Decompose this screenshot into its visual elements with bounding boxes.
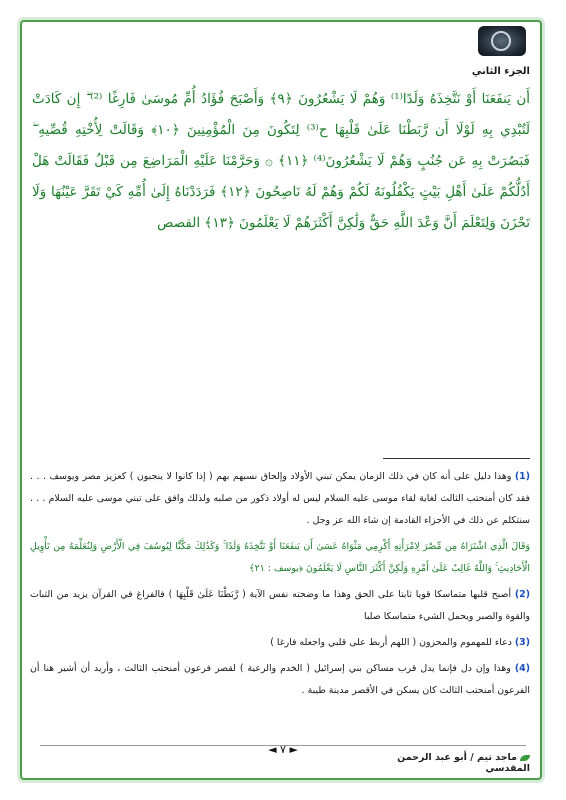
verse-text: أَن يَنفَعَنَا أَوْ نَتَّخِذَهُ وَلَدًا⁽¹⁾ وَهُمْ لَا يَشْعُرُونَ ﴿٩﴾ وَأَصْبَحَ فُؤَادُ أُمِّ مُوسَىٰ فَارِغًا ⁽²⁾ ۖ إِن كَادَتْ لَتُبْدِي بِهِ لَوْلَا أَن رَّبَطْنَا عَلَىٰ قَلْبِهَا ح⁽³⁾ لِتَكُونَ مِنَ الْمُؤْمِنِينَ ﴿١٠﴾ وَقَالَتْ لِأُخْتِهِ قُصِّيهِ ۖ فَبَصُرَتْ بِهِ عَن جُنُبٍ وَهُمْ لَا يَشْعُرُونَ⁽⁴⁾ ﴿١١﴾ ۞ وَحَرَّمْنَا عَلَيْهِ الْمَرَاضِعَ مِن قَبْلُ فَقَالَتْ هَلْ أَدُلُّكُمْ عَلَىٰ أَهْلِ بَيْتٍ يَكْفُلُونَهُ لَكُمْ وَهُمْ لَهُ نَاصِحُونَ ﴿١٢﴾ فَرَدَدْنَاهُ إِلَىٰ أُمِّهِ كَيْ تَقَرَّ عَيْنُهَا وَلَا تَحْزَنَ وَلِتَعْلَمَ أَنَّ وَعْدَ اللَّهِ حَقٌّ وَلَٰكِنَّ أَكْثَرَهُمْ لَا يَعْلَمُونَ ﴿١٣﴾ bbox=[32, 91, 531, 231]
author-name: ماجد تيم / أبو عبد الرحمن المقدسي bbox=[397, 752, 530, 774]
footnote-number: (4) bbox=[514, 663, 530, 674]
footnote-4 bbox=[30, 658, 530, 702]
footnote-3 bbox=[30, 632, 530, 654]
logo-ring-icon bbox=[491, 31, 511, 51]
quran-verse-block bbox=[32, 84, 530, 239]
author-credit bbox=[360, 752, 530, 774]
footnote-text: دعاء للمهموم والمحزون ( اللهم أربط على قلبي واجعله فارغا ) bbox=[270, 637, 512, 648]
footnote-text: وهذا دليل على أنه كان في ذلك الزمان يمكن تبني الأولاد وإلحاق نسبهم بهم ( إذا كانوا لا ينجبون ) كعزيز مصر ويوسف . . . فقد كان أمنحتب الثالث لغاية لقاء موسى عليه السلام ليس له أولاد ذكور من صلبه ولذلك وافق على تبني موسى عليه السلام . . . سنتكلم عن ذلك في الأجزاء القادمة إن شاء الله عز وجل . bbox=[30, 471, 530, 526]
footnote-number: (2) bbox=[514, 589, 530, 600]
site-logo bbox=[478, 26, 526, 56]
footnote-separator bbox=[383, 458, 530, 459]
quran-quote: وَقَالَ الَّذِي اشْتَرَاهُ مِن مِّصْرَ لِامْرَأَتِهِ أَكْرِمِي مَثْوَاهُ عَسَىٰ أَن يَنفَعَنَا أَوْ نَتَّخِذَهُ وَلَدًا ۚ وَكَذَٰلِكَ مَكَّنَّا لِيُوسُفَ فِي الْأَرْضِ وَلِنُعَلِّمَهُ مِن تَأْوِيلِ الْأَحَادِيثِ ۚ وَاللَّهُ غَالِبٌ عَلَىٰ أَمْرِهِ وَلَٰكِنَّ أَكْثَرَ النَّاسِ لَا يَعْلَمُونَ ﴿يوسف : ٢١﴾ bbox=[30, 541, 530, 574]
part-label: الجزء الثاني bbox=[471, 66, 530, 77]
footnote-2 bbox=[30, 584, 530, 628]
leaf-icon bbox=[520, 755, 530, 761]
footnote-number: (3) bbox=[514, 637, 530, 648]
page-number: ◄ ٧ ► bbox=[268, 743, 298, 756]
footnote-1-quote bbox=[30, 536, 530, 580]
footnote-1 bbox=[30, 466, 530, 532]
footnote-number: (1) bbox=[514, 471, 530, 482]
footnote-text: أصبح قلبها متماسكا قويا ثابتا على الحق وهذا ما وضحته نفس الآية ( رَّبَطْنَا عَلَىٰ قَلْبِهَا ) فالفراغ في القرآن يزيد من الثبات والقوة والصبر ويحمل الشيء متماسكا صلبا bbox=[30, 589, 530, 622]
sura-name: القصص bbox=[157, 215, 201, 231]
footnote-text: وهذا وإن دل فإنما يدل قرب مساكن بني إسرائيل ( الخدم والرعية ) لقصر فرعون أمنحتب الثالث ، وأريد أن أشير هنا أن الفرعون أمنحتب الثالث كان يسكن في الأقصر مدينة طيبة . bbox=[30, 663, 530, 696]
footnotes bbox=[30, 466, 530, 706]
